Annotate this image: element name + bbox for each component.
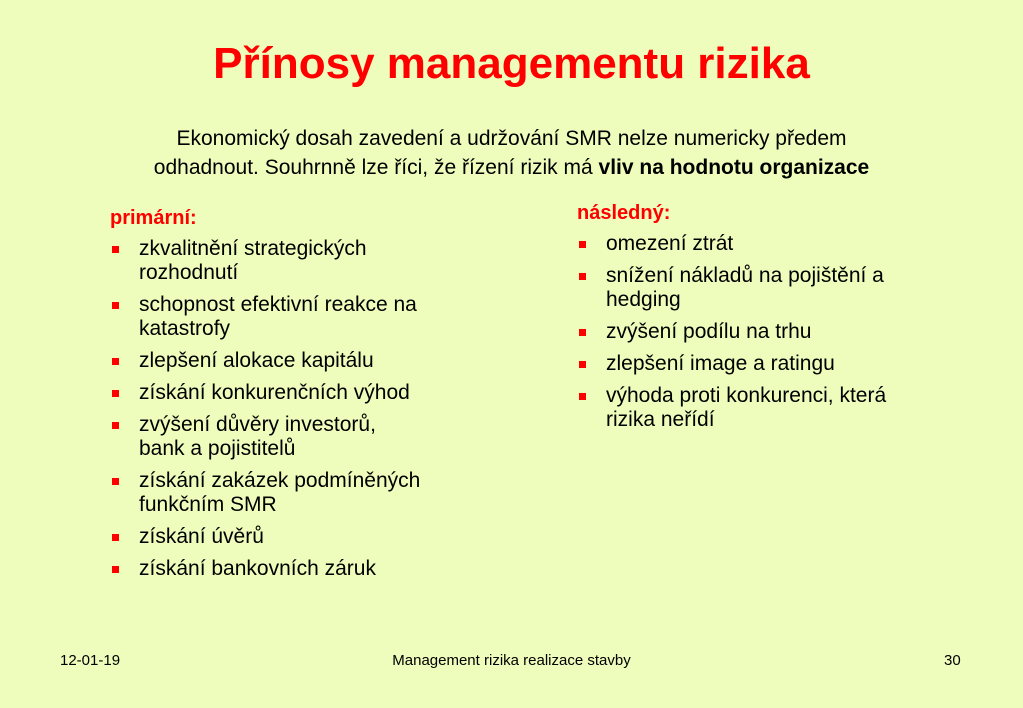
square-bullet-icon bbox=[579, 361, 586, 368]
primary-benefits-column bbox=[110, 205, 510, 589]
page-number: 30 bbox=[944, 652, 961, 669]
item-text-cont: rozhodnutí bbox=[139, 261, 239, 284]
square-bullet-icon bbox=[112, 302, 119, 309]
secondary-heading: následný: bbox=[577, 202, 671, 224]
item-text-cont: katastrofy bbox=[139, 317, 231, 340]
item-text-cont: rizika neřídí bbox=[606, 408, 715, 431]
primary-list-item bbox=[110, 525, 510, 549]
primary-list-item bbox=[110, 237, 510, 285]
item-text: získání úvěrů bbox=[139, 525, 264, 548]
primary-list-item bbox=[110, 413, 510, 461]
item-text-cont: funkčním SMR bbox=[139, 493, 277, 516]
item-text: schopnost efektivní reakce na bbox=[139, 293, 417, 316]
primary-heading: primární: bbox=[110, 207, 197, 229]
square-bullet-icon bbox=[112, 390, 119, 397]
footer-date: 12-01-19 bbox=[60, 652, 121, 669]
primary-list-item bbox=[110, 381, 510, 405]
item-text: zvýšení podílu na trhu bbox=[606, 320, 812, 343]
secondary-list-item bbox=[577, 384, 977, 432]
item-text: zkvalitnění strategických bbox=[139, 237, 367, 260]
square-bullet-icon bbox=[579, 393, 586, 400]
item-text: zlepšení alokace kapitálu bbox=[139, 349, 374, 372]
item-text-cont: hedging bbox=[606, 288, 681, 311]
item-text: zlepšení image a ratingu bbox=[606, 352, 835, 375]
intro-line-1: Ekonomický dosah zavedení a udržování SMR nelze numericky předem bbox=[176, 127, 847, 150]
secondary-list-item bbox=[577, 352, 977, 376]
square-bullet-icon bbox=[112, 566, 119, 573]
square-bullet-icon bbox=[579, 273, 586, 280]
square-bullet-icon bbox=[112, 534, 119, 541]
square-bullet-icon bbox=[112, 246, 119, 253]
square-bullet-icon bbox=[579, 241, 586, 248]
secondary-list-item bbox=[577, 264, 977, 312]
primary-list-item bbox=[110, 349, 510, 373]
square-bullet-icon bbox=[112, 422, 119, 429]
square-bullet-icon bbox=[112, 478, 119, 485]
item-text: omezení ztrát bbox=[606, 232, 734, 255]
primary-list bbox=[110, 237, 510, 581]
primary-list-item bbox=[110, 293, 510, 341]
slide-title: Přínosy managementu rizika bbox=[213, 39, 810, 88]
item-text: zvýšení důvěry investorů, bbox=[139, 413, 376, 436]
item-text: výhoda proti konkurenci, která bbox=[606, 384, 887, 407]
item-text: získání konkurenčních výhod bbox=[139, 381, 410, 404]
primary-list-item bbox=[110, 469, 510, 517]
item-text: získání bankovních záruk bbox=[139, 557, 376, 580]
intro-emphasis: vliv na hodnotu organizace bbox=[598, 156, 870, 179]
footer-title: Management rizika realizace stavby bbox=[392, 652, 631, 669]
square-bullet-icon bbox=[579, 329, 586, 336]
intro-line-2: odhadnout. Souhrnně lze říci, že řízení rizik má bbox=[153, 156, 599, 179]
primary-list-item bbox=[110, 557, 510, 581]
secondary-list-item bbox=[577, 320, 977, 344]
secondary-benefits-column bbox=[577, 200, 977, 440]
item-text: snížení nákladů na pojištění a bbox=[606, 264, 884, 287]
square-bullet-icon bbox=[112, 358, 119, 365]
item-text-cont: bank a pojistitelů bbox=[139, 437, 296, 460]
secondary-list-item bbox=[577, 232, 977, 256]
item-text: získání zakázek podmíněných bbox=[139, 469, 421, 492]
intro-paragraph bbox=[40, 124, 983, 182]
secondary-list bbox=[577, 232, 977, 432]
